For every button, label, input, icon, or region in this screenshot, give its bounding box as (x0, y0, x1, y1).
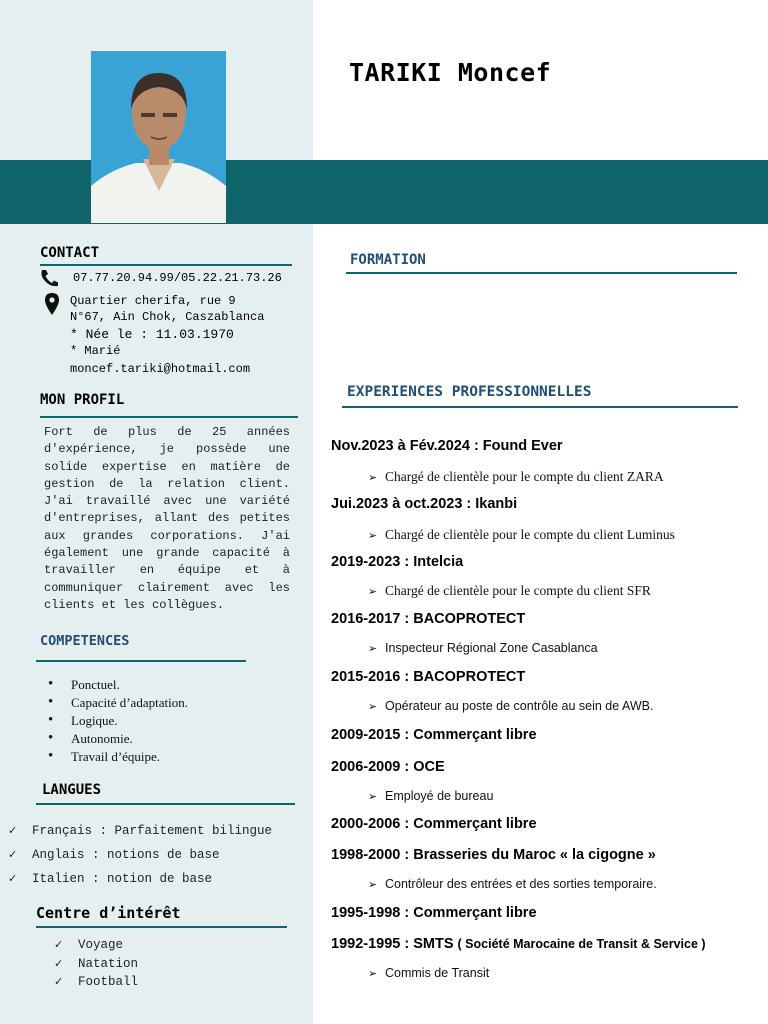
checkmark-icon: ✓ (54, 957, 64, 970)
experience-period: 1992-1995 : SMTS ( Société Marocaine de Transit & Service ) (331, 936, 706, 952)
checkmark-icon: ✓ (8, 872, 18, 885)
checkmark-icon: ✓ (54, 938, 64, 951)
experience-period: 2009-2015 : Commerçant libre (331, 727, 537, 743)
experience-period: 2006-2009 : OCE (331, 759, 445, 775)
experience-detail: ➢ Inspecteur Régional Zone Casablanca (368, 641, 598, 655)
contact-birth: * Née le : 11.03.1970 (70, 327, 234, 342)
experience-period: Nov.2023 à Fév.2024 : Found Ever (331, 438, 563, 454)
arrow-bullet-icon: ➢ (368, 471, 378, 484)
experience-detail: ➢ Chargé de clientèle pour le compte du client SFR (368, 583, 651, 598)
experience-rule (342, 406, 738, 408)
skills-list (46, 676, 188, 766)
experience-detail: ➢ Chargé de clientèle pour le compte du client Luminus (368, 527, 675, 542)
experience-period: 1998-2000 : Brasseries du Maroc « la cigogne » (331, 847, 656, 863)
header-band (313, 160, 768, 224)
experience-title: EXPERIENCES PROFESSIONNELLES (347, 384, 592, 400)
arrow-bullet-icon: ➢ (368, 529, 378, 542)
profile-title: MON PROFIL (40, 392, 125, 408)
skill-item: • Autonomie. (46, 730, 188, 748)
arrow-bullet-icon: ➢ (368, 790, 378, 803)
arrow-bullet-icon: ➢ (368, 700, 378, 713)
phone-icon (38, 268, 60, 293)
contact-address-line2: N°67, Ain Chok, Caszablanca (70, 310, 265, 324)
experience-period: Jui.2023 à oct.2023 : Ikanbi (331, 496, 518, 512)
candidate-name: TARIKI Moncef (349, 58, 552, 87)
experience-period-note: ( Société Marocaine de Transit & Service ) (457, 937, 706, 951)
experience-period: 2019-2023 : Intelcia (331, 554, 464, 570)
arrow-bullet-icon: ➢ (368, 967, 378, 980)
profile-rule (40, 416, 298, 418)
experience-detail: ➢ Opérateur au poste de contrôle au sein de AWB. (368, 699, 654, 713)
experience-period: 2000-2006 : Commerçant libre (331, 816, 537, 832)
checkmark-icon: ✓ (54, 975, 64, 988)
contact-rule (40, 264, 292, 266)
formation-rule (346, 272, 737, 274)
contact-marital: * Marié (70, 344, 121, 358)
experience-detail: ➢ Contrôleur des entrées et des sorties temporaire. (368, 877, 657, 891)
skill-item: • Capacité d’adaptation. (46, 694, 188, 712)
skill-item: • Ponctuel. (46, 676, 188, 694)
experience-period: 2015-2016 : BACOPROTECT (331, 669, 526, 685)
profile-text: Fort de plus de 25 années d'expérience, je possède une solide expertise en matière de gestion de la relation client. J'ai travaillé avec une variété d'entreprises, allant des petites aux grandes corporations. J'ai également une grande capacité à travailler en équipe et à communiquer clairement avec les clients et les collègues. (44, 425, 290, 612)
interest-item: ✓ Voyage (54, 938, 124, 952)
location-pin-icon (45, 293, 59, 320)
language-item: ✓ Français : Parfaitement bilingue (8, 824, 273, 838)
arrow-bullet-icon: ➢ (368, 585, 378, 598)
arrow-bullet-icon: ➢ (368, 878, 378, 891)
profile-photo (91, 51, 226, 223)
experience-period: 1995-1998 : Commerçant libre (331, 905, 537, 921)
experience-detail: ➢ Commis de Transit (368, 966, 490, 980)
person-photo-icon (91, 51, 226, 223)
contact-email[interactable]: moncef.tariki@hotmail.com (70, 362, 251, 376)
interest-item: ✓ Football (54, 975, 139, 989)
contact-title: CONTACT (40, 245, 100, 261)
interests-title: Centre d’intérêt (36, 904, 181, 922)
languages-rule (36, 803, 295, 805)
contact-address-line1: Quartier cherifa, rue 9 (70, 294, 236, 308)
language-item: ✓ Anglais : notions de base (8, 848, 220, 862)
checkmark-icon: ✓ (8, 848, 18, 861)
skill-item: • Logique. (46, 712, 188, 730)
skills-title: COMPETENCES (40, 633, 130, 649)
experience-detail: ➢ Chargé de clientèle pour le compte du client ZARA (368, 469, 664, 484)
contact-phone: 07.77.20.94.99/05.22.21.73.26 (73, 271, 282, 285)
checkmark-icon: ✓ (8, 824, 18, 837)
language-item: ✓ Italien : notion de base (8, 872, 213, 886)
skill-item: • Travail d’équipe. (46, 748, 188, 766)
experience-detail: ➢ Employé de bureau (368, 789, 494, 803)
skills-rule (36, 660, 246, 662)
formation-title: FORMATION (350, 252, 426, 268)
interest-item: ✓ Natation (54, 957, 139, 971)
languages-title: LANGUES (42, 782, 102, 798)
experience-period: 2016-2017 : BACOPROTECT (331, 611, 526, 627)
interests-rule (36, 926, 287, 928)
arrow-bullet-icon: ➢ (368, 642, 378, 655)
